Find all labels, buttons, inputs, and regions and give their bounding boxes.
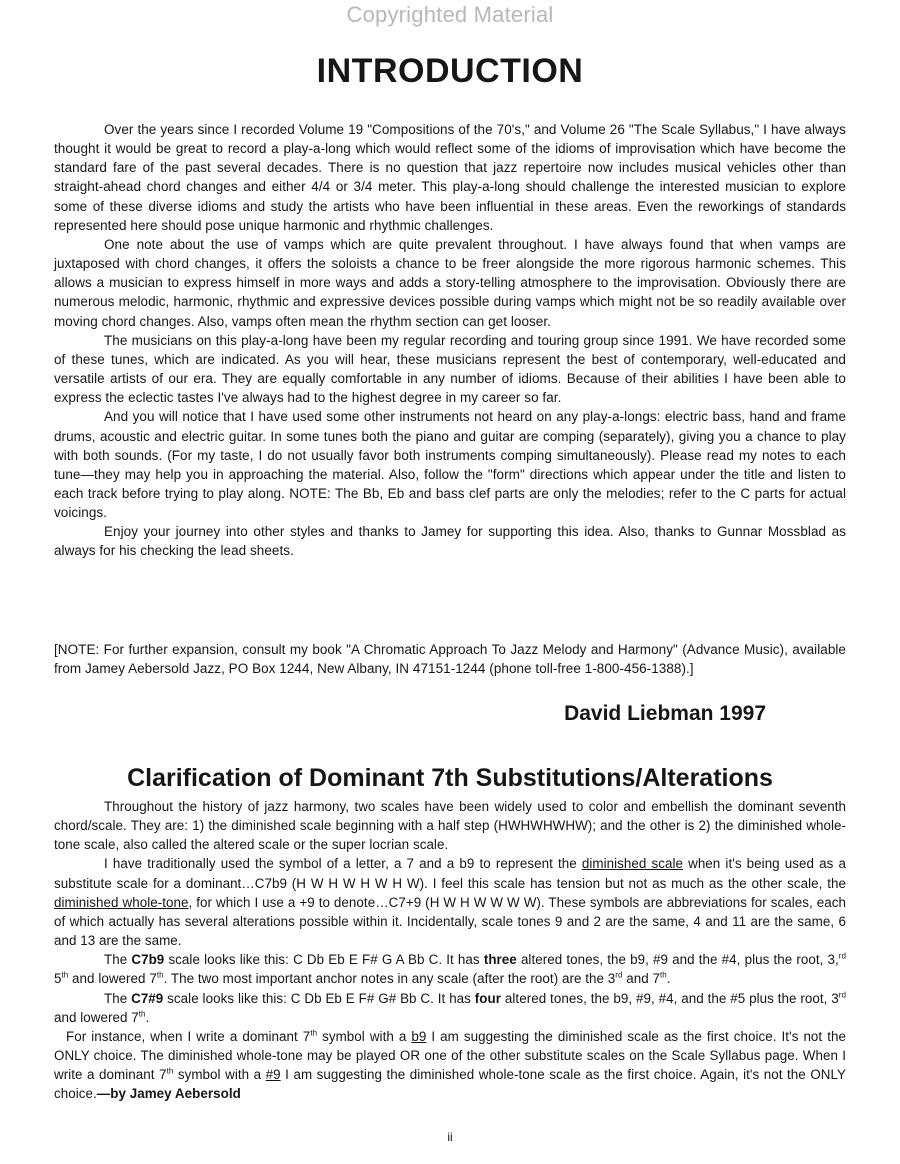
clar-p4-text: altered tones, the b9, #9, #4, and the #5 plus the root, 3 xyxy=(501,990,839,1006)
sharp9-term: #9 xyxy=(265,1067,281,1083)
clar-p5-text: symbol with a xyxy=(317,1028,412,1044)
intro-paragraph-5: Enjoy your journey into other styles and thanks to Jamey for supporting this idea. Also, thanks to Gunnar Mossblad as always for his checking the lead sheets. xyxy=(54,524,846,559)
clar-p4-text: scale looks like this: C Db Eb E F# G# Bb C. It has xyxy=(163,990,475,1006)
introduction-body xyxy=(54,120,846,561)
clar-p5-text: I am suggesting the diminished scale as the first choice. It's not the ONLY choice. The diminished whole-tone may be played OR one of the other substitute scales on the Scale Syllabus page. When I write a dominant 7 xyxy=(54,1028,846,1083)
clar-p3-text: altered tones, the b9, #9 and the #4, plus the root, 3, xyxy=(516,952,839,968)
copyright-watermark: Copyrighted Material xyxy=(346,2,554,27)
clar-paragraph-5 xyxy=(54,1027,846,1104)
clar-p2-text-a: I have traditionally used the symbol of a letter, a 7 and a b9 to represent the xyxy=(104,856,582,872)
clarification-body xyxy=(54,797,846,1104)
ordinal-suffix: th xyxy=(310,1028,318,1038)
intro-paragraph-4: And you will notice that I have used some other instruments not heard on any play-a-longs: electric bass, hand and frame drums, acoustic and electric guitar. In some tunes both the piano and guitar are comping (separately), giving you a chance to play with both sounds. (For my taste, I do not usually favor both instruments comping simultaneously). Please read my notes to each tune—they may help you in approaching the material. Also, follow the "form" directions which appear under the title and listen to each track before trying to play along. NOTE: The Bb, Eb and bass clef parts are only the melodies; refer to the C parts for actual voicings. xyxy=(54,409,846,521)
ordinal-suffix: rd xyxy=(615,970,623,980)
ordinal-suffix: th xyxy=(61,970,69,980)
section-title: Clarification of Dominant 7th Substitutions/Alterations xyxy=(127,764,773,792)
c7b9-term: C7b9 xyxy=(131,952,165,968)
clar-p3-text: The xyxy=(104,952,132,968)
book-note xyxy=(54,640,846,678)
ordinal-suffix: th xyxy=(156,970,164,980)
clar-p3-text: scale looks like this: C Db Eb E F# G A Bb C. It has xyxy=(164,952,484,968)
clar-paragraph-1: Throughout the history of jazz harmony, two scales have been widely used to color and embellish the dominant seventh chord/scale. They are: 1) the diminished scale beginning with a half step (HWHWHWHW); and the other is 2) the diminished whole-tone scale, also called the altered scale or the super locrian scale. xyxy=(54,799,846,853)
diminished-scale-term: diminished scale xyxy=(581,856,683,872)
ordinal-suffix: th xyxy=(660,970,667,980)
clar-paragraph-3 xyxy=(54,950,846,988)
ordinal-suffix: th xyxy=(166,1066,174,1076)
intro-paragraph-1: Over the years since I recorded Volume 19 "Compositions of the 70's," and Volume 26 "The Scale Syllabus," I have always thought it would be great to record a play-a-long which would reflect some of the idioms of improvisation which have become the standard fare of the past several decades. There is no question that jazz repertoire now includes musical vehicles other than straight-ahead chord changes and either 4/4 or 3/4 meter. This play-a-long should challenge the interested musician to explore some of these diverse idioms and study the artists who have been influential in these areas. Even the reworkings of standards represented here should pose unique harmonic and rhythmic challenges. xyxy=(54,122,846,233)
clar-p4-text: and lowered 7 xyxy=(54,1009,139,1025)
ordinal-suffix: rd xyxy=(838,951,847,961)
clar-p3-text: and lowered 7 xyxy=(68,971,157,987)
clar-p2-text-b: when it's being used as a substitute scale for a dominant…C7b9 (H W H W H W H W). I feel this scale has tension but not as much as the other scale, the xyxy=(54,856,846,891)
b9-term: b9 xyxy=(411,1028,427,1044)
diminished-whole-tone-term: diminished whole-tone xyxy=(54,894,189,910)
clar-p3-text: and 7 xyxy=(622,971,661,987)
book-note-text: [NOTE: For further expansion, consult my book "A Chromatic Approach To Jazz Melody and Harmony" (Advance Music), available from Jamey Aebersold Jazz, PO Box 1244, New Albany, IN 47151-1244 (phone toll-free 1-800-456-1388).] xyxy=(54,642,846,677)
clar-p5-text: For instance, when I write a dominant 7 xyxy=(66,1028,311,1044)
clar-p5-text: I am suggesting the diminished whole-tone scale as the first choice. Again, it's not the ONLY choice. xyxy=(54,1067,846,1102)
page-number: ii xyxy=(447,1130,453,1144)
clar-p2-text-c: , for which I use a +9 to denote…C7+9 (H W H W W W W). These symbols are abbreviations for scales, each of which actually has several alterations possible within it. Incidentally, scale tones 9 and 2 are the same, 4 and 11 are the same, 6 and 13 are the same. xyxy=(54,894,846,949)
author-signature: David Liebman 1997 xyxy=(564,702,766,725)
page-title: INTRODUCTION xyxy=(316,52,584,90)
intro-paragraph-2: One note about the use of vamps which are quite prevalent throughout. I have always found that when vamps are juxtaposed with chord changes, it offers the soloists a chance to be freer alongside the more rigorous harmonic schemes. This allows a musician to express himself in more ways and adds a story-telling atmosphere to the improvisation. Obviously there are numerous melodic, harmonic, rhythmic and expressive devices possible during vamps which might not be so readily available over moving chord changes. Also, vamps often mean the rhythm section can get looser. xyxy=(54,236,846,329)
clar-p4-text: . xyxy=(145,1009,150,1025)
clar-p3-text: . The two most important anchor notes in any scale (after the root) are the 3 xyxy=(163,971,616,987)
ordinal-suffix: rd xyxy=(838,990,846,1000)
clar-paragraph-2 xyxy=(54,854,846,950)
clar-p3-text: . xyxy=(666,971,671,987)
ordinal-suffix: th xyxy=(138,1009,146,1019)
three-term: three xyxy=(483,952,517,968)
clar-p4-text: The xyxy=(104,990,132,1006)
intro-paragraph-3: The musicians on this play-a-long have been my regular recording and touring group since 1991. We have recorded some of these tunes, which are indicated. As you will hear, these musicians represent the best of contemporary, well-educated and versatile artists of our era. They are equally comfortable in any number of idioms. Because of their abilities I have been able to express the eclectic tastes I've always had to the highest degree in my career so far. xyxy=(54,332,846,406)
c7sharp9-term: C7#9 xyxy=(131,990,164,1006)
aebersold-byline: —by Jamey Aebersold xyxy=(96,1086,241,1102)
clar-p5-text: symbol with a xyxy=(173,1067,266,1083)
clar-paragraph-4 xyxy=(54,989,846,1027)
clar-p3-text: 5 xyxy=(54,971,62,987)
four-term: four xyxy=(474,990,502,1006)
